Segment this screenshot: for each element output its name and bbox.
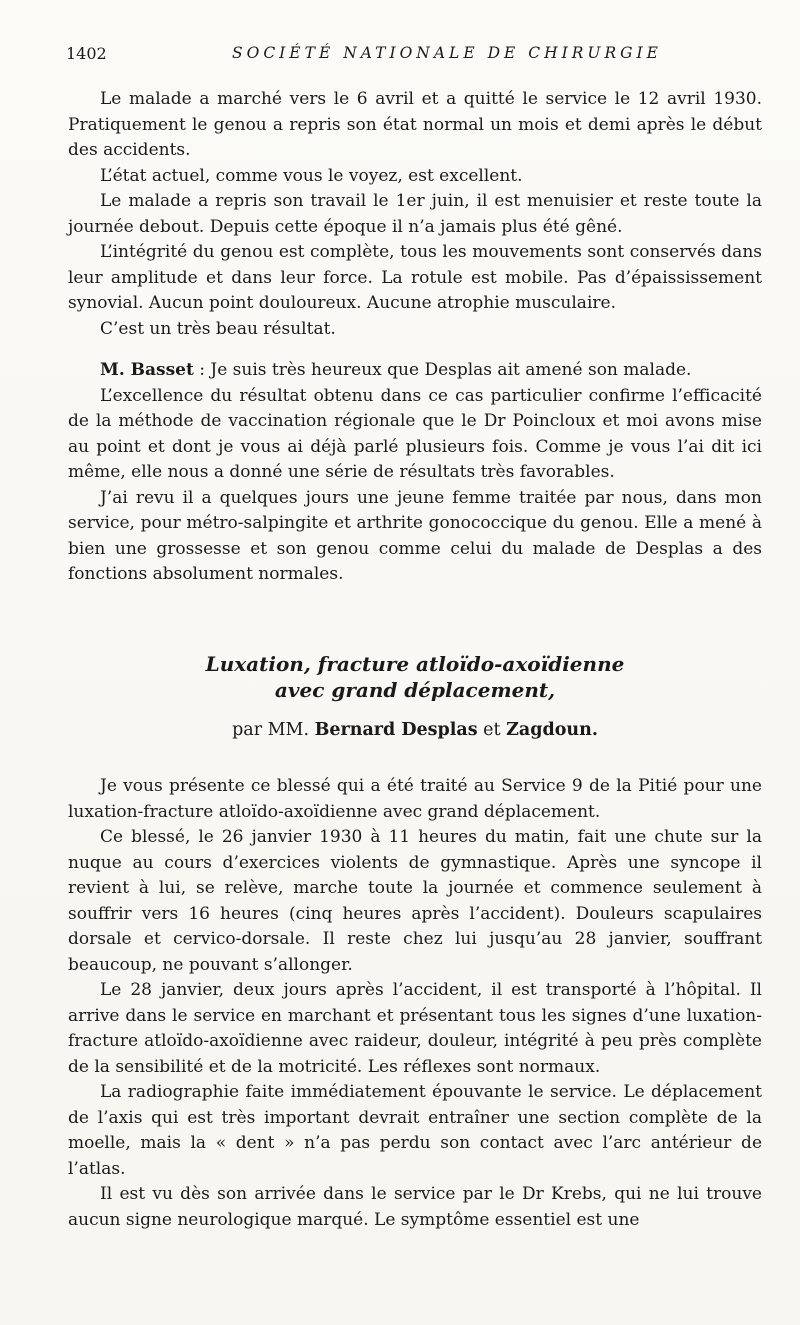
paragraph: L’intégrité du genou est complète, tous les mouvements sont conservés dans leur amplitude et dans leur force. La rotule est mobile. Pas d’épaississement synovial. Aucun point douloureux. Aucune atrophie musculaire.	[68, 242, 762, 313]
speaker-remark: : Je suis très heureux que Desplas ait amené son malade.	[193, 360, 692, 380]
paragraph: Je vous présente ce blessé qui a été traité au Service 9 de la Pitié pour une luxation-fracture atloïdo-axoïdienne avec grand déplacement.	[68, 776, 762, 822]
byline-conjunction: et	[477, 720, 507, 740]
paragraph: Le malade a marché vers le 6 avril et a quitté le service le 12 avril 1930. Pratiquement le genou a repris son état normal un mois et demi après le début des accidents.	[68, 89, 762, 160]
paragraph: La radiographie faite immédiatement épouvante le service. Le déplacement de l’axis qui est très important devrait entraîner une section complète de la moelle, mais la « dent » n’a pas perdu son contact avec l’arc antérieur de l’atlas.	[68, 1082, 762, 1179]
paragraph: Il est vu dès son arrivée dans le service par le Dr Krebs, qui ne lui trouve aucun signe neurologique marqué. Le symptôme essentiel est une	[68, 1184, 762, 1230]
article-byline	[68, 720, 762, 740]
article-title-line: avec grand déplacement,	[274, 678, 556, 702]
case-conclusion-section	[68, 87, 762, 342]
paragraph: C’est un très beau résultat.	[100, 318, 336, 339]
page-header	[66, 44, 760, 66]
article-title	[68, 651, 762, 703]
paragraph: L’excellence du résultat obtenu dans ce cas particulier confirme l’efficacité de la méthode de vaccination régionale que le Dr Poincloux et moi avons mise au point et dont je vous ai déjà parlé plusieurs fois. Comme je vous l’ai dit ici même, elle nous a donné une série de résultats très favorables.	[68, 385, 762, 482]
byline-prefix: par MM.	[232, 720, 315, 740]
discussion-opening	[68, 358, 762, 384]
paragraph: Ce blessé, le 26 janvier 1930 à 11 heures du matin, fait une chute sur la nuque au cours d’exercices violents de gymnastique. Après une syncope il revient à lui, se relève, marche toute la journée et commence seulement à souffrir vers 16 heures (cinq heures après l’accident). Douleurs scapulaires dorsale et cervico-dorsale. Il reste chez lui jusqu’au 28 janvier, souffrant beaucoup, ne pouvant s’allonger.	[68, 827, 762, 975]
page-number: 1402	[66, 44, 107, 63]
discussion-section	[68, 358, 762, 588]
byline-author: Bernard Desplas	[314, 720, 478, 740]
byline-author: Zagdoun.	[506, 720, 598, 740]
paragraph: L’état actuel, comme vous le voyez, est excellent.	[100, 165, 523, 186]
paragraph: J’ai revu il a quelques jours une jeune femme traitée par nous, dans mon service, pour métro-salpingite et arthrite gonococcique du genou. Elle a mené à bien une grossesse et son genou comme celui du malade de Desplas a des fonctions absolument normales.	[68, 487, 762, 584]
speaker-name: M. Basset	[100, 360, 194, 380]
paragraph: Le 28 janvier, deux jours après l’accident, il est transporté à l’hôpital. Il arrive dans le service en marchant et présentant tous les signes d’une luxation-fracture atloïdo-axoïdienne avec raideur, douleur, intégrité à peu près complète de la sensibilité et de la motricité. Les réflexes sont normaux.	[68, 980, 762, 1077]
paragraph: Le malade a repris son travail le 1er juin, il est menuisier et reste toute la journée debout. Depuis cette époque il n’a jamais plus été gêné.	[68, 191, 762, 237]
article-title-line: Luxation, fracture atloïdo-axoïdienne	[205, 652, 625, 676]
article-body	[68, 774, 762, 1233]
running-title: SOCIÉTÉ NATIONALE DE CHIRURGIE	[232, 44, 662, 62]
